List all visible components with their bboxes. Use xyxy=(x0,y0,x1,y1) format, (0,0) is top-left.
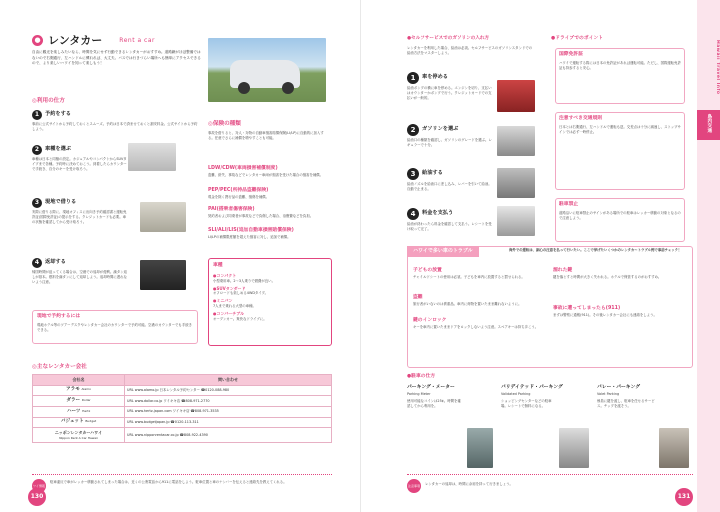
parking-title: バリデイテッド・パーキング xyxy=(501,385,563,390)
companies-table xyxy=(32,374,332,443)
footer-rule xyxy=(407,474,693,475)
company-cell xyxy=(33,417,125,428)
car-type-text: 小型乗用車。2〜3人乗りで燃費が良い。 xyxy=(213,278,275,283)
insurance-name: PEP/PEC(所持品盗難保険) xyxy=(208,188,269,193)
trouble-text: キーを車内に置いたままドアをロックしないよう注意。スペアキーは持ち歩こう。 xyxy=(413,324,539,329)
usage-step-1 xyxy=(32,110,200,132)
trouble-item xyxy=(413,268,543,280)
parking-title: パーキング・メーター xyxy=(407,385,455,390)
point-box xyxy=(555,48,685,104)
trouble-item xyxy=(553,268,687,280)
car-types-box xyxy=(208,258,332,346)
footer-badge: ワイ情報 xyxy=(32,479,46,493)
step-text: 事前に公式サイトから予約しておくとスムーズ。予約は日本で済ませておくと割安料金。公式サイトから予約しよう。 xyxy=(32,122,198,131)
contact-cell[interactable]: URL www.budgetjapan.jp ☎0120-113-311 xyxy=(125,417,332,428)
parking-heading: ●駐車の仕方 xyxy=(407,374,436,379)
side-tab-selected[interactable] xyxy=(697,110,720,140)
companies-heading: ◎主なレンタカー会社 xyxy=(32,364,87,370)
company-name: バジェット xyxy=(60,419,84,425)
table-row xyxy=(33,407,332,418)
step-title: 返却する xyxy=(45,259,66,266)
parking-type xyxy=(407,385,497,409)
company-cell xyxy=(33,396,125,407)
point-box xyxy=(555,112,685,190)
step-number: 4 xyxy=(32,258,42,268)
insurance-item xyxy=(208,228,328,240)
trouble-text: 旅行者がいないのは貴重品。車内に荷物を置いたまま離れないように。 xyxy=(413,301,522,306)
right-page xyxy=(360,0,720,512)
company-name: ハーツ xyxy=(66,408,81,414)
parking-type xyxy=(501,385,591,409)
step-text: 給油ノズルを給油口に差し込み、レバーを引いて給油。自動で止まる。 xyxy=(407,182,492,191)
footer-rule xyxy=(32,474,332,475)
table-row xyxy=(33,396,332,407)
table-row xyxy=(33,428,332,442)
insurance-name: LDW/CDW(車両損害補償制度) xyxy=(208,166,278,171)
step-title: 車種を選ぶ xyxy=(45,146,71,153)
title-block xyxy=(32,33,155,49)
footer-text: レンタカーの返却は、時間に余裕を持って行きましょう。 xyxy=(425,482,513,486)
insurance-name: PAI(搭乗者傷害保険) xyxy=(208,207,255,212)
counter-photo xyxy=(140,202,186,232)
step-text: 給油が終わったら料金を確認して支払う。レシートを受け取って完了。 xyxy=(407,222,492,231)
step-title: 料金を支払う xyxy=(422,210,454,217)
point-title: 駐車禁止 xyxy=(559,202,579,207)
company-name: ニッポンレンタカーハワイ xyxy=(54,429,103,435)
usage-heading: ◎利用の仕方 xyxy=(32,98,65,104)
company-cell xyxy=(33,428,125,442)
step-title: 予約をする xyxy=(45,111,71,118)
note-text: 現地ホテル等のツアーデスクやレンタカー会社のカウンターで予約可能。空港のカウンターでも手続きできる。 xyxy=(37,322,192,332)
trouble-item xyxy=(413,295,543,307)
self-serve-photo xyxy=(497,80,535,112)
nozzle-photo xyxy=(497,168,535,198)
car-type xyxy=(213,273,327,284)
step-text: 給油ポンプの横に車を停める。エンジンを切り、支払いはカウンターかポンプで行う。クレジットカードでの支払いが一般的。 xyxy=(407,86,492,100)
step-number: 3 xyxy=(407,168,419,180)
step-number: 1 xyxy=(32,110,42,120)
insurance-heading: ◎保険の種類 xyxy=(208,121,241,127)
point-box xyxy=(555,198,685,242)
trouble-text: 鍵を落とすと時間が大きく失われる。ホテルで保管するのがおすすめ。 xyxy=(553,274,662,279)
return-sign-photo xyxy=(140,260,186,290)
parking-en: Validated Parking xyxy=(501,391,531,396)
pump-photo xyxy=(497,126,535,156)
intro-text: 自由に観光を楽しみたいなら、時間を気にせず行動できるレンタカーがおすすめ。道路網がほぼ整備ではないので右側通行、左ハンドルに慣れれば、大丈夫。バスでは行きづらい場所へも簡単にアクセスできるので、より楽しいハワイを知って楽しもう！ xyxy=(32,50,201,66)
insurance-text: 契約者および同乗者が事故などで負傷した場合、治療費などを負担。 xyxy=(208,213,314,218)
page-number: 130 xyxy=(28,488,46,506)
trouble-text: まずは警察に通報(911)。その後レンタカー会社にも連絡をしよう。 xyxy=(553,312,657,317)
footer-text: 駐車違反で車がレッカー移動されてしまった場合は、近くの公衆電話から911に電話をしよう。駐車位置と車のナンバーを伝えると連絡先を教えてくれる。 xyxy=(50,480,287,484)
point-text: 道路沿いに駐車禁止のサインがある場所での駐車はレッカー移動の対象となるので注意しよう。 xyxy=(559,210,681,220)
meter-photo xyxy=(467,428,493,468)
parking-text: 使用可能なコインは25¢。時間を確認してから利用を。 xyxy=(407,398,461,408)
insurance-item xyxy=(208,166,328,178)
insurance-text: LI/LPの補償限度額を超えた損害に対し、追加で補償。 xyxy=(208,234,291,239)
step-title: 現地で借りる xyxy=(45,199,77,206)
car-type xyxy=(213,286,327,297)
side-tab-head: Hawaii Travel Info xyxy=(715,40,720,95)
step-text: 車種は日本と同様の設定。カジュアルやコンパクトからSUVタイプまで各種。予約時に決めておこう。到着したらカウンターで手続き、自分のキーを受け取ろう。 xyxy=(32,157,127,171)
step-number: 2 xyxy=(32,145,42,155)
trouble-item xyxy=(553,306,687,318)
parking-title: バレー・パーキング xyxy=(597,385,641,390)
contact-cell[interactable]: URL www.nipponrentacar.co.jp ☎808-922-4390 xyxy=(125,428,332,442)
step-title: ガソリンを選ぶ xyxy=(422,126,459,133)
insurance-name: SLI/ALI/LIS(追加自動車損害賠償保険) xyxy=(208,228,294,233)
trouble-banner: ハワイで多い車のトラブル xyxy=(407,246,479,257)
insurance-item xyxy=(208,188,328,200)
col-company: 会社名 xyxy=(33,375,125,386)
step-number: 3 xyxy=(32,198,42,208)
car-type-text: 7人まで乗れる大型の車種。 xyxy=(213,304,256,309)
point-text: ハワイで運転する際には日本の免許証があれば運転可能。ただし、国際運転免許証も持参すると安心。 xyxy=(559,60,681,70)
trouble-text: チャイルドシートの使用は必須。子どもを車内に放置すると罰せられる。 xyxy=(413,274,525,279)
car-type-name: ●コンパクト xyxy=(213,272,237,278)
step-number: 4 xyxy=(407,208,419,220)
insurance-item xyxy=(208,207,328,219)
trouble-title: 子どもの放置 xyxy=(413,268,442,273)
car-icon: ● xyxy=(32,35,43,46)
car-type xyxy=(213,298,327,309)
company-en: Hertz xyxy=(82,408,91,413)
col-contact: 問い合わせ xyxy=(125,375,332,386)
step-number: 2 xyxy=(407,124,419,136)
insurance-text: 現金を除く携行品の盗難、損傷を補償。 xyxy=(208,194,270,199)
step-title: 給油する xyxy=(422,170,443,177)
company-name: ダラー xyxy=(66,397,81,403)
trouble-lead: 海外での運転は、細心の注意を払って行いたい。ここで挙げたいくつかのレンタカートラブル例で事前チェック！ xyxy=(509,248,682,252)
insurance-text: 盗難、紛失、事故などでレンタカー車両が損害を受けた場合の損害を補償。 xyxy=(208,172,324,177)
company-en: Budget xyxy=(85,419,97,424)
contact-cell[interactable]: URL www.dollar.co.jp ワイキキ店 ☎808-971-2770 xyxy=(125,396,332,407)
local-booking-note xyxy=(32,310,198,344)
contact-cell[interactable]: URL www.hertz-japan.com ワイキキ店 ☎808-971-3535 xyxy=(125,407,332,418)
parking-text: 係員に鍵を渡し、駐車を任せるサービス。チップを渡そう。 xyxy=(597,398,655,408)
side-tab-label: 島内交通 xyxy=(706,114,712,133)
page-title: レンタカー xyxy=(48,34,103,47)
step-number: 1 xyxy=(407,72,419,84)
step-text: 実際に借りる際に、現地オフィスに出向き予約確認書と運転免許証(国際免許証)の提示をする。クレジットカードも必要。車の状態を確認してから受け取ろう。 xyxy=(32,210,127,224)
trouble-title: 盗難 xyxy=(413,295,423,300)
car-type-name: ●SUVタンダード xyxy=(213,285,246,291)
step-text: 給油口の種類を確認し、ガソリンのグレードを選ぶ。レギュラーで十分。 xyxy=(407,138,492,147)
company-name: アラモ xyxy=(66,387,80,393)
car-type-text: オフロードも楽しめる4WDタイプ。 xyxy=(213,291,269,296)
company-cell xyxy=(33,385,125,396)
car-type xyxy=(213,311,327,322)
point-title: 国際免許証 xyxy=(559,52,583,57)
trouble-title: 鍵のインロック xyxy=(413,318,447,323)
table-row xyxy=(33,385,332,396)
parking-type xyxy=(597,385,689,409)
note-title: 現地で予約するには xyxy=(37,314,81,319)
company-cell xyxy=(33,407,125,418)
points-heading: ●ドライブでのポイント xyxy=(551,36,604,41)
page-number: 131 xyxy=(675,488,693,506)
hero-car-photo xyxy=(208,38,326,102)
gas-heading: ●セルフサービスでのガソリンの入れ方 xyxy=(407,36,490,41)
table-row xyxy=(33,417,332,428)
trouble-item xyxy=(413,318,543,330)
companies-table-wrap xyxy=(32,374,332,443)
step-text: 帰国時間が迫ってくる場合は、空港での返却が便利。満タン返しが基本。燃料を満タンにして返却しよう。返却時間に遅れないよう注意。 xyxy=(32,270,127,284)
valet-photo xyxy=(659,428,689,468)
trouble-title: 事故に遭ってしまったら(911) xyxy=(553,306,621,311)
car-type-name: ●コンバーチブル xyxy=(213,311,245,317)
parking-text: ショッピングセンターなどの駐車場。レシートで無料になる。 xyxy=(501,398,552,408)
validation-photo xyxy=(559,428,589,468)
company-en: Dollar xyxy=(81,397,91,402)
contact-cell[interactable]: URL www.alamo.jp 日本レンタル予約センター ☎0120-088-980 xyxy=(125,385,332,396)
parking-en: Valet Parking xyxy=(597,391,620,396)
parking-en: Parking Meter xyxy=(407,391,431,396)
insurance-intro: 事故を借りると、対人・対物の自動車損害賠償保険(LI/LP)に自動的に加入する。任意でさらに補償を増やすことも可能。 xyxy=(208,131,324,140)
footer-badge: 注意事項 xyxy=(407,479,421,493)
point-title: 注意すべき交通規則 xyxy=(559,116,603,121)
receipt-photo xyxy=(497,206,535,236)
car-type-name: ●ミニバン xyxy=(213,298,233,304)
car-type-text: オープンカー。爽快なドライブに。 xyxy=(213,316,267,321)
company-en: Alamo xyxy=(81,387,91,392)
suv-photo xyxy=(128,143,176,171)
point-text: 日本とは右側通行、左ハンドルで運転も逆。交差点は十分に減速し、ストップサインでは必ず一時停止。 xyxy=(559,124,681,134)
page-title-en: Rent a car xyxy=(119,36,155,44)
step-title: 車を停める xyxy=(422,74,448,81)
car-types-title: 車種 xyxy=(213,263,223,268)
company-en: Nippon Rent A Car Hawaii xyxy=(59,435,98,440)
trouble-title: 溜れた鍵 xyxy=(553,268,573,273)
gas-intro: レンタカーを利用した場合、給油は必須。セルフサービスのガソリンスタンドでの給油方法をマスターしよう。 xyxy=(407,46,533,55)
